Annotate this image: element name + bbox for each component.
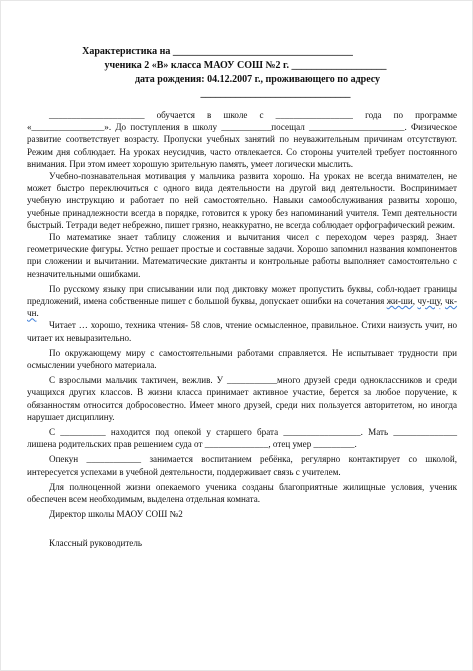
paragraph-russian: По русскому языку при списывании или под диктовку может пропустить буквы, собл-юдает границы предложений, имена собственные пишет с большой буквы, допускает ошибки на сочетания жи-ши, чу-щу, чк-чн.: [27, 283, 458, 319]
letter-combo-3: чк-чн: [27, 296, 458, 319]
address-line: ______________________________: [200, 88, 351, 99]
birth-date-line: дата рождения: 04.12.2007 г., проживающего по адресу: [134, 74, 381, 85]
doc-title-line: Характеристика на ____________________________________: [82, 46, 353, 57]
paragraph-guardianship: С __________ находится под опекой у старшего брата _________________. Мать ______________ лишена родительских прав решением суда от ______________, отец умер _________.: [27, 427, 457, 450]
student-class-line: ученика 2 «В» класса МАОУ СОШ №2 г. ___________________: [104, 60, 387, 71]
paragraph-social: С взрослыми мальчик тактичен, вежлив. У ___________много друзей среди одноклассников и среди учащихся других классов. В жизни класса принимает активное участие, берется за любое поручение, к обязанностям относится добросовестно. Имеет много друзей, среди них пользуется авторитетом, но иногда нарушает дисциплину.: [27, 375, 457, 422]
letter-combo-1: жи-ши: [386, 296, 413, 307]
paragraph-intro: _____________________ обучается в школе с _________________ года по программе «________________». До поступления в школу ___________посещал _____________________. Физическое развитие соответствует возрасту. Пропуски учебных занятий по неуважительным причинам отсутствуют. Режим дня соблюдает. На уроках неусидчив, часто отвлекается. Со стороны учителей требует постоянного внимания. При этом имеет хорошую зрительную память, умеет логически мыслить.: [27, 110, 457, 169]
paragraph-living: Для полноценной жизни опекаемого ученика созданы благоприятные жилищные условия, ученик обеспечен всем необходимым, выделена отдельная комната.: [27, 481, 457, 505]
paragraph-motivation: Учебно-познавательная мотивация у мальчика развита хорошо. На уроках не всегда внимателен, не может быстро переключиться с одного вида деятельности на другой вид деятельности. Воспринимает учебную инструкцию и работает по ней самостоятельно. Навыки самообслуживания развиты хорошо, учебные принадлежности всегда в порядке, готовится к уроку без напоминаний учителя. Темп деятельности быстрый. Тетради ведет небрежно, пишет грязно, неаккуратно, не всегда соблюдает орфографический режим.: [27, 171, 457, 230]
letter-combo-2: чу-щу: [417, 296, 441, 307]
director-signature: Директор школы МАОУ СОШ №2: [49, 509, 183, 520]
paragraph-guardian: Опекун ____________ занимается воспитанием ребёнка, регулярно контактирует со школой, интересуется успехами в учебной деятельности, поддерживает связь с учителем.: [27, 454, 457, 477]
paragraph-reading: Читает … хорошо, техника чтения- 58 слов, чтение осмысленное, правильное. Стихи наизусть учит, но читает их невыразительно.: [27, 320, 457, 343]
paragraph-russian-text: По русскому языку при списывании или под диктовку может пропустить буквы, собл-юдает границы предложений, имена собственные пишет с большой буквы, допускает ошибки на сочетания: [27, 283, 457, 307]
document-body: [27, 109, 457, 549]
paragraph-world: По окружающему миру с самостоятельными работами справляется. Не испытывает трудности при осмыслении учебного материала.: [27, 347, 457, 371]
teacher-signature: Классный руководитель: [49, 537, 143, 548]
paragraph-math: По математике знает таблицу сложения и вычитания чисел с переходом через разряд. Знает геометрические фигуры. Устно решает простые и составные задачи. Хорошо запомнил названия компонентов при сложении и вычитании. Математические диктанты и контрольные работы выполняет самостоятельно с незначительными ошибками.: [27, 232, 457, 279]
